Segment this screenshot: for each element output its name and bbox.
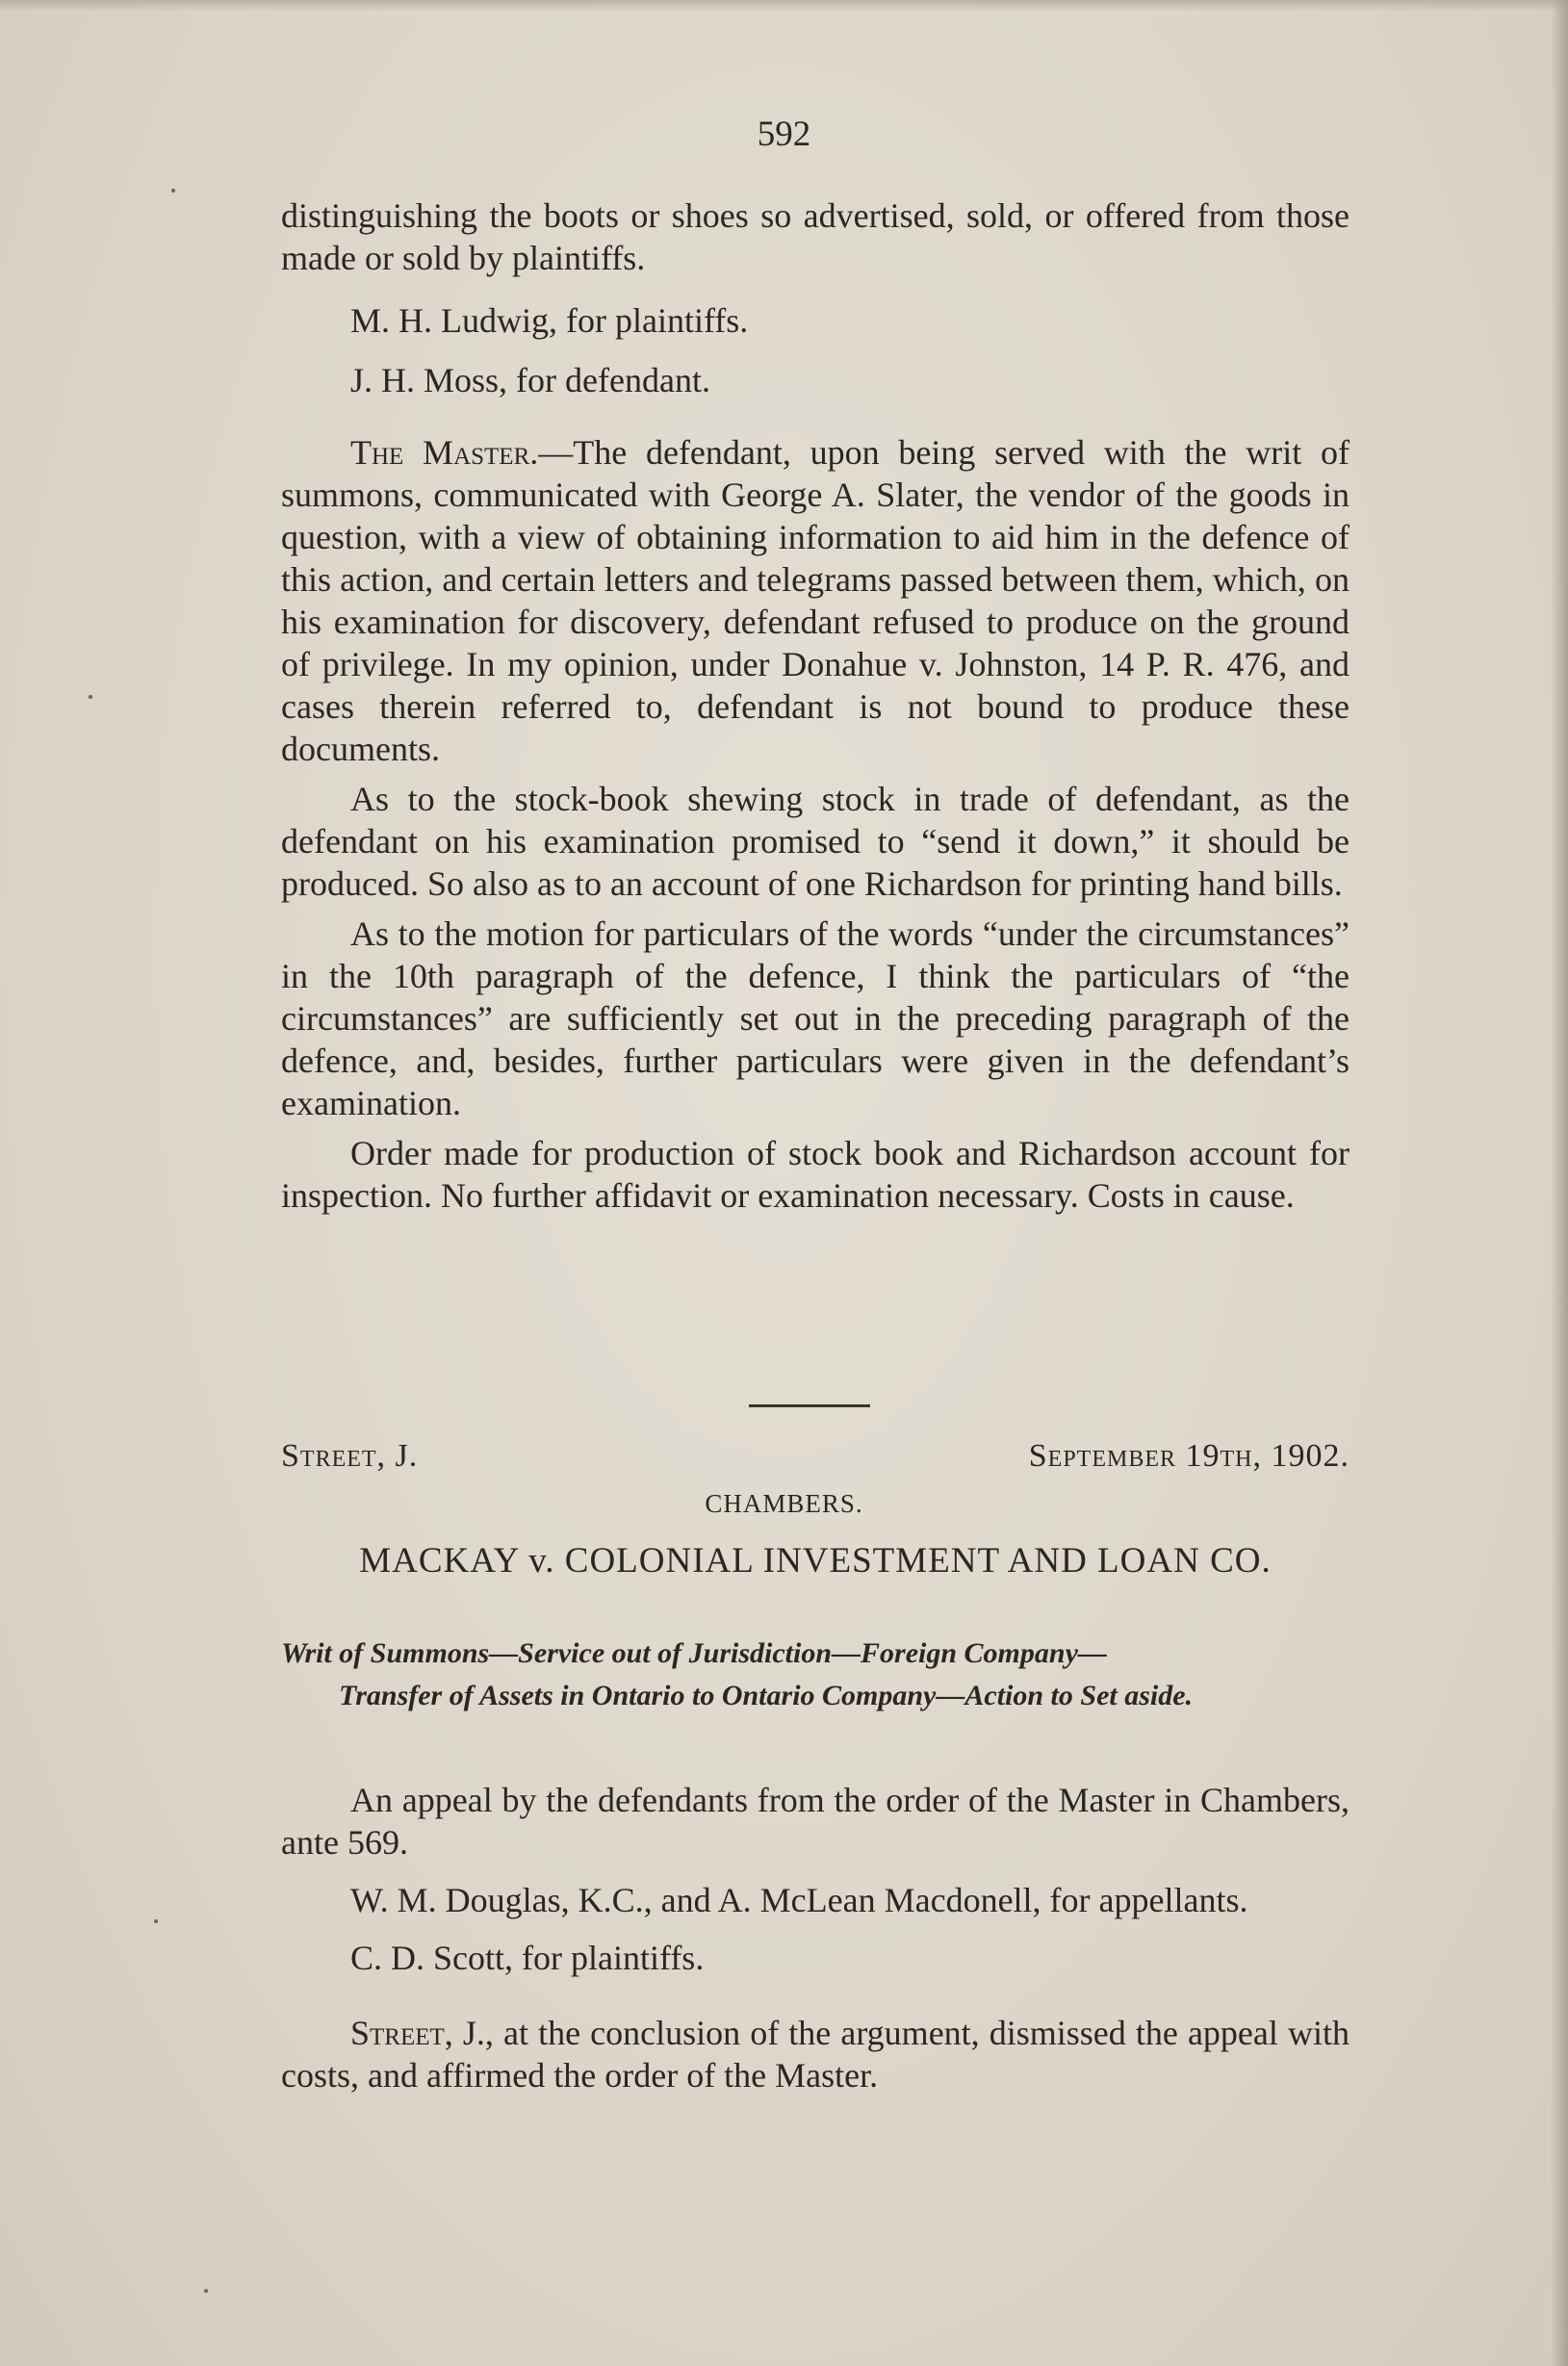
appeal-counsel-appellants: W. M. Douglas, K.C., and A. McLean Macdonell, for appellants.	[350, 1881, 1248, 1919]
opening-paragraph-block	[281, 194, 1350, 279]
decision-date: September 19th, 1902.	[1028, 1438, 1350, 1474]
judge-name: Street, J.	[281, 1438, 419, 1474]
opening-paragraph: distinguishing the boots or shoes so advertised, sold, or offered from those made or sold by plaintiffs.	[281, 196, 1350, 277]
page-top-shadow	[0, 0, 1568, 12]
appeal-paragraph: An appeal by the defendants from the order of the Master in Chambers, ante 569.	[281, 1781, 1350, 1862]
case-title: MACKAY v. COLONIAL INVESTMENT AND LOAN CO.	[359, 1541, 1272, 1581]
master-paragraph-4: Order made for production of stock book and Richardson account for inspection. No further affidavit or examination necessary. Costs in cause.	[281, 1134, 1350, 1215]
headnote	[281, 1633, 1350, 1717]
paper-speck	[204, 2289, 208, 2293]
decision-paragraph	[281, 2012, 1350, 2096]
master-paragraph-3: As to the motion for particulars of the words “under the circumstances” in the 10th paragraph of the defence, I think the particulars of “the circumstances” are sufficiently set out in the preceding paragraph of the defence, and, besides, further particulars were given in the defendant’s examination.	[281, 914, 1350, 1122]
appeal-counsel-plaintiffs: C. D. Scott, for plaintiffs.	[350, 1939, 705, 1977]
decision-text: , at the conclusion of the argument, dismissed the appeal with costs, and affirmed the order of the Master.	[281, 2014, 1350, 2095]
headnote-continuation: Transfer of Assets in Ontario to Ontario Company—Action to Set aside.	[339, 1680, 1194, 1711]
counsel-defendant: J. H. Moss, for defendant.	[350, 361, 710, 399]
judge-date-line	[281, 1438, 1350, 1475]
master-speaker: The Master.	[350, 433, 539, 472]
decision-speaker: Street, J.	[350, 2014, 485, 2052]
paper-speck	[154, 1919, 158, 1923]
page-number: 592	[757, 115, 811, 154]
master-paragraph-1	[281, 431, 1350, 770]
paper-speck	[89, 695, 92, 699]
headnote-line-1: Writ of Summons—Service out of Jurisdiction—Foreign Company—	[281, 1637, 1107, 1669]
master-paragraph-2: As to the stock-book shewing stock in trade of defendant, as the defendant on his examination promised to “send it down,” it should be produced. So also as to an account of one Richardson for printing hand bills.	[281, 780, 1350, 903]
master-judgment	[281, 431, 1350, 1217]
appeal-block	[281, 1779, 1350, 2096]
page-right-shadow	[1551, 0, 1568, 2366]
court-label: CHAMBERS.	[705, 1489, 863, 1518]
paper-speck	[171, 189, 175, 193]
section-divider-rule	[749, 1404, 870, 1407]
master-paragraph-1-text: —The defendant, upon being served with the writ of summons, communicated with George A. Slater, the vendor of the goods in question, with a view of obtaining information to aid him in the defence of this action, and certain letters and telegrams passed between them, which, on his examination for discovery, defendant refused to produce on the ground of privilege. In my opinion, under Donahue v. Johnston, 14 P. R. 476, and cases therein referred to, defendant is not bound to produce these documents.	[281, 433, 1350, 768]
counsel-plaintiffs: M. H. Ludwig, for plaintiffs.	[350, 301, 749, 340]
